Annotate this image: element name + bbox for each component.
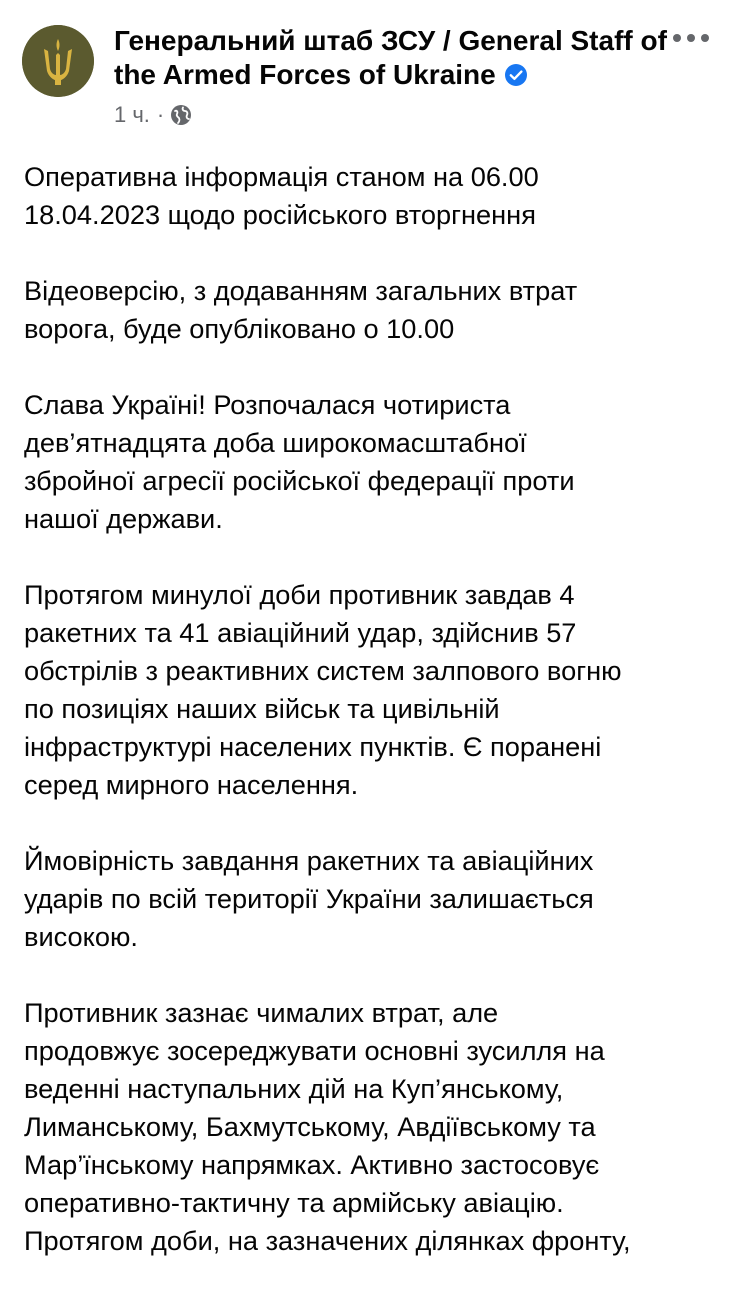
post-meta	[114, 100, 192, 130]
trident-emblem-icon	[22, 25, 94, 97]
page-avatar[interactable]	[22, 25, 94, 97]
post-paragraph: Ймовірність завдання ракетних та авіаційних ударів по всій території України залишається високою.	[24, 845, 594, 952]
page-name[interactable]	[114, 24, 674, 92]
post-paragraph: Протягом минулої доби противник завдав 4 ракетних та 41 авіаційний удар, здійснив 57 обстрілів з реактивних систем залпового вогню по позиціях наших військ та цивільній інфраструктурі населених пунктів. Є поранені серед мирного населення.	[24, 579, 622, 800]
more-options-button[interactable]	[668, 26, 714, 54]
post-text	[24, 158, 724, 1298]
post-timestamp[interactable]: 1 ч.	[114, 102, 150, 127]
verified-badge-icon	[504, 63, 528, 87]
globe-icon[interactable]	[170, 104, 192, 126]
more-options-icon	[668, 26, 714, 54]
post-header	[0, 0, 742, 140]
post-paragraph: Противник зазнає чималих втрат, але продовжує зосереджувати основні зусилля на веденні наступальних дій на Куп’янському, Лиманському, Бахмутському, Авдіївському та Мар’їнському напрямках. Активно застосовує оперативно-тактичну та армійську авіацію. Протягом доби, на зазначених ділянках фронту,	[24, 997, 631, 1256]
page-name-text[interactable]: Генеральний штаб ЗСУ / General Staff of the Armed Forces of Ukraine	[114, 25, 667, 90]
post-paragraph: Оперативна інформація станом на 06.00 18.04.2023 щодо російського вторгнення	[24, 161, 539, 230]
post-paragraph: Слава Україні! Розпочалася чотириста дев’ятнадцята доба широкомасштабної збройної агресії російської федерації проти нашої держави.	[24, 389, 575, 534]
post-paragraph: Відеоверсію, з додаванням загальних втрат ворога, буде опубліковано о 10.00	[24, 275, 578, 344]
meta-separator: ·	[156, 102, 165, 127]
